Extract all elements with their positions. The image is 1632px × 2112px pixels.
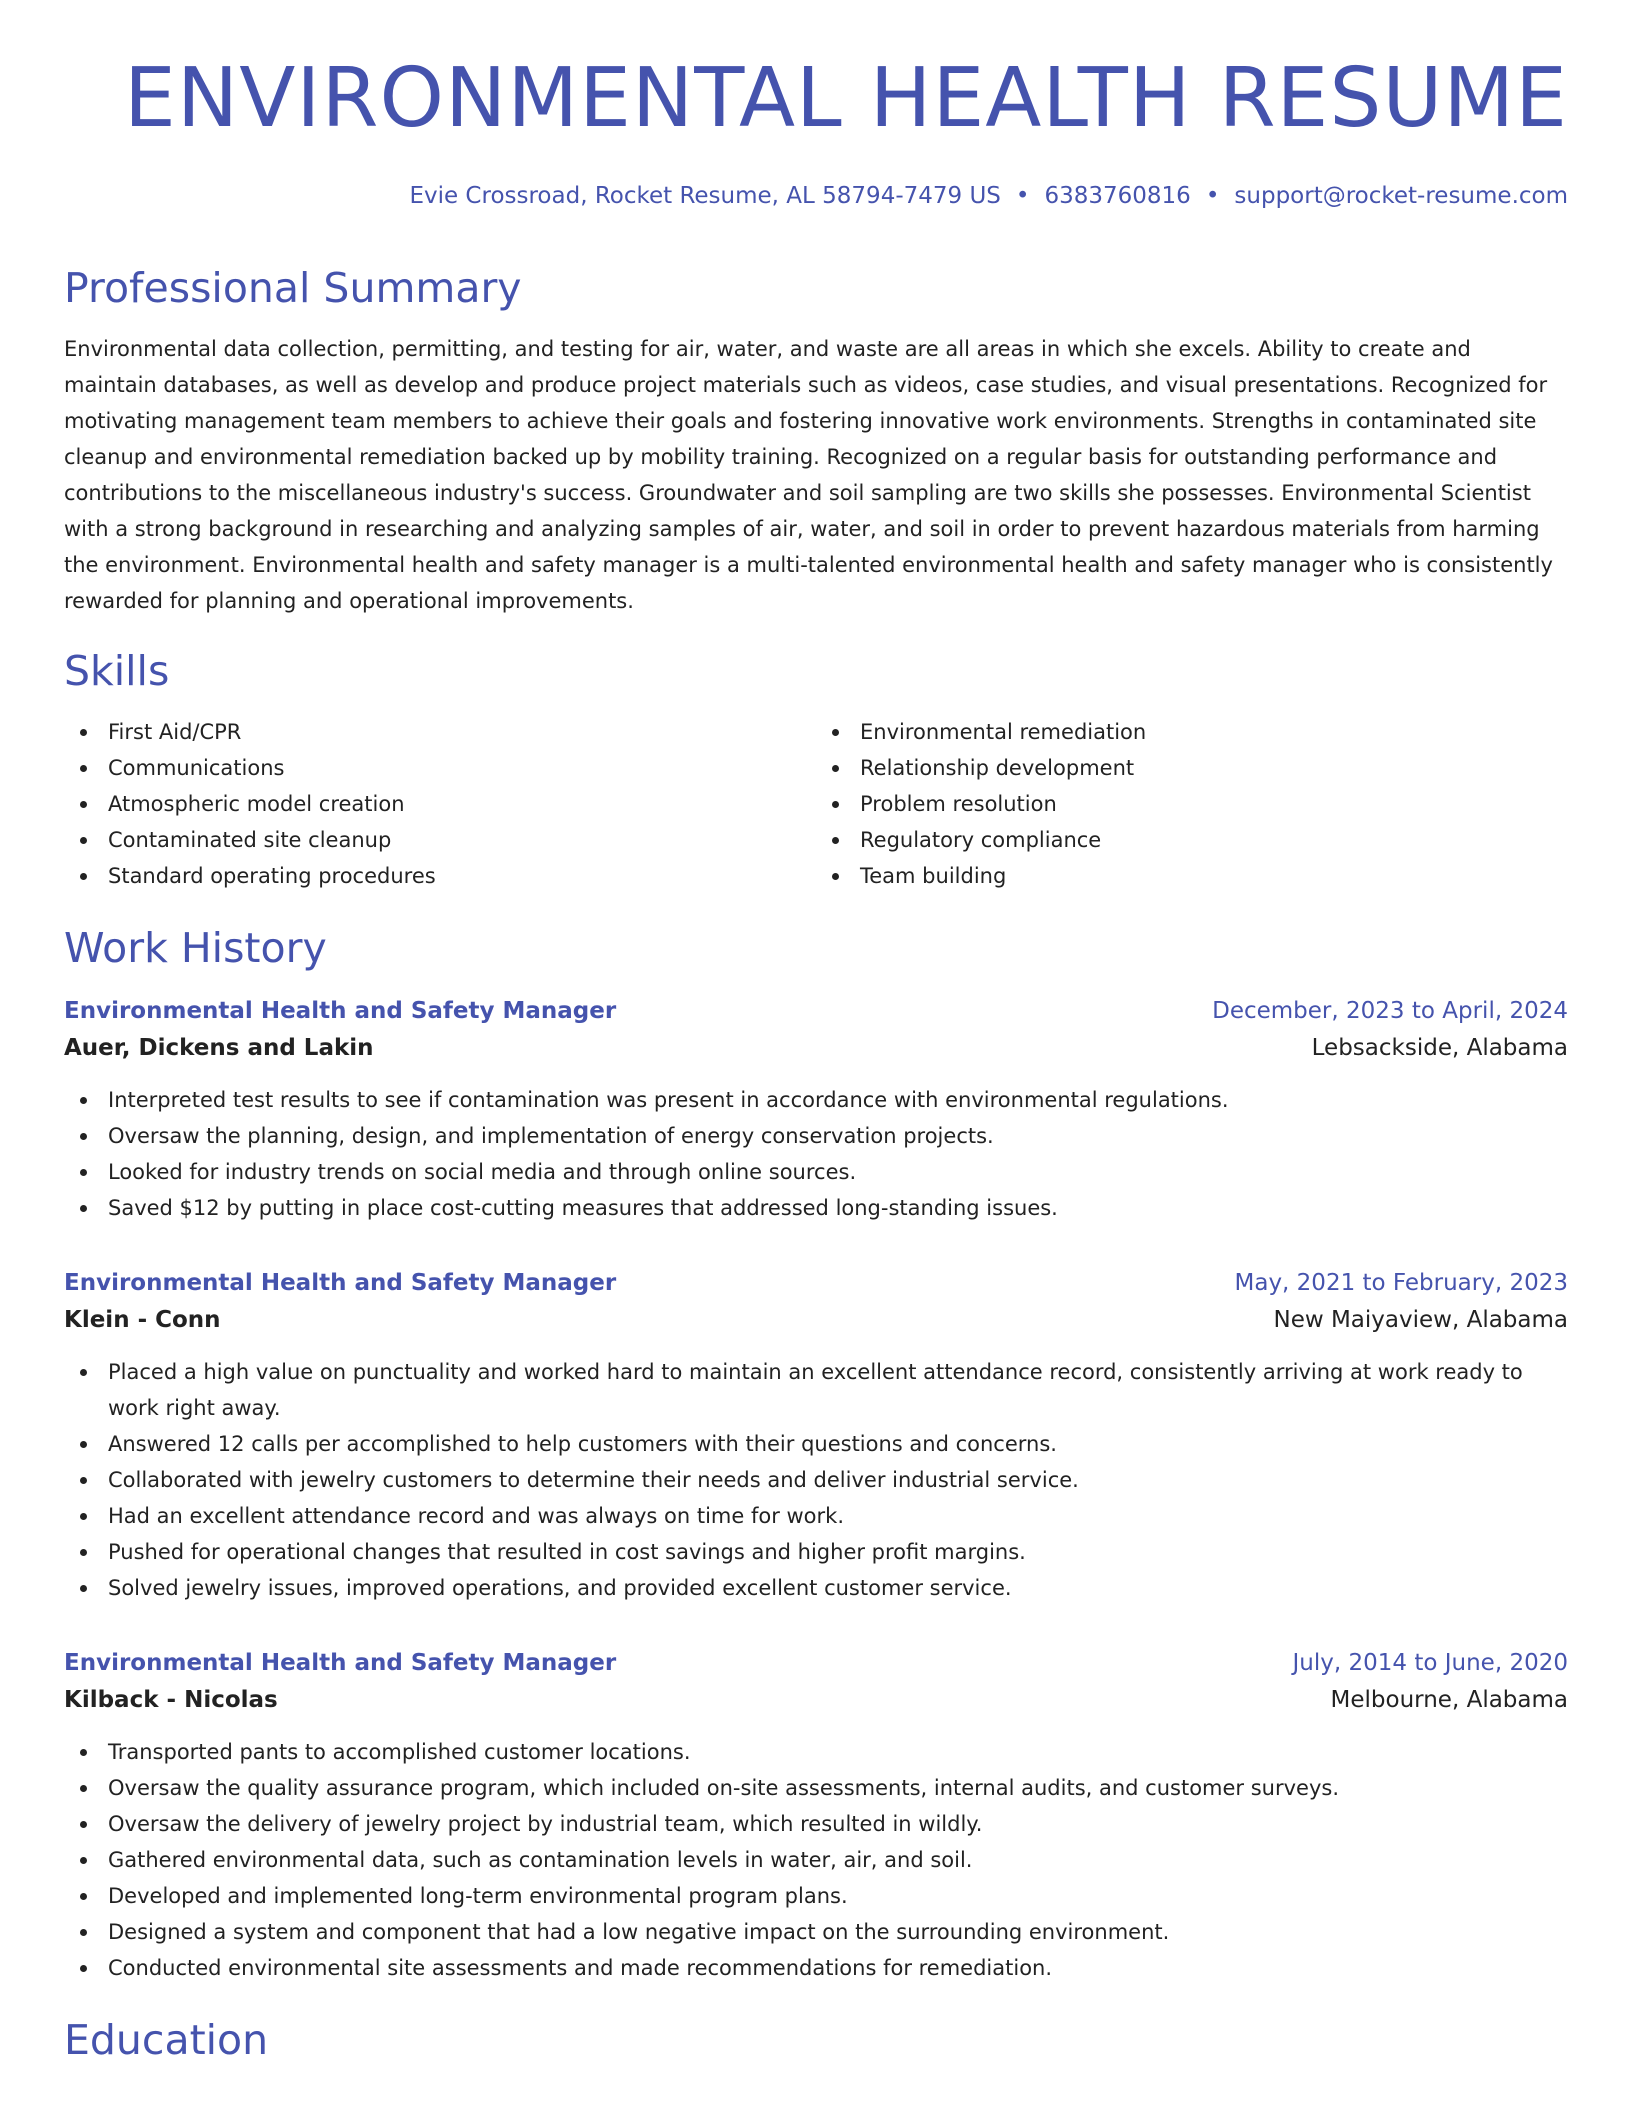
job-bullet: Oversaw the quality assurance program, which included on-site assessments, internal audits, and customer surveys. [64,1770,1568,1806]
contact-email[interactable]: support@rocket-resume.com [1234,183,1568,209]
summary-heading: Professional Summary [64,264,522,312]
job-dates: December, 2023 to April, 2024 [1212,997,1568,1024]
skill-item: Standard operating procedures [64,858,816,894]
resume-page [64,0,1568,2112]
job-header [64,1266,1568,1300]
skill-item: Team building [816,858,1568,894]
contact-phone: 6383760816 [1044,183,1191,209]
skills-heading: Skills [64,647,170,696]
skill-item: Relationship development [816,750,1568,786]
skill-item: Contaminated site cleanup [64,822,816,858]
job-bullets [64,1082,1568,1226]
summary-text: Environmental data collection, permitting, and testing for air, water, and waste are all areas in which she excels. Ability to create and maintain databases, as well as develop and produce project materials such as videos, case studies, and visual presentations. Recognized for motivating management team members to achieve their goals and fostering innovative work environments. Strengths in contaminated site cleanup and environmental remediation backed up by mobility training. Recognized on a regular basis for outstanding performance and contributions to the miscellaneous industry's success. Groundwater and soil sampling are two skills she possesses. Environmental Scientist with a strong background in researching and analyzing samples of air, water, and soil in order to prevent hazardous materials from harming the environment. Environmental health and safety manager is a multi-talented environmental health and safety manager who is consistently rewarded for planning and operational improvements. [64,337,1553,614]
job-dates: July, 2014 to June, 2020 [1292,1649,1568,1676]
contact-separator: • [1205,183,1220,209]
job-employer: Auer, Dickens and Lakin [64,1034,374,1061]
job-employer: Klein - Conn [64,1306,221,1333]
job-bullet: Conducted environmental site assessments and made recommendations for remediation. [64,1950,1568,1986]
skill-item: Environmental remediation [816,714,1568,750]
skills-column-left [64,714,816,894]
contact-separator: • [1015,183,1030,209]
job-bullet: Interpreted test results to see if contamination was present in accordance with environmental regulations. [64,1082,1568,1118]
skill-item: Communications [64,750,816,786]
job-bullet: Solved jewelry issues, improved operations, and provided excellent customer service. [64,1570,1568,1606]
job-bullet: Oversaw the delivery of jewelry project by industrial team, which resulted in wildly. [64,1806,1568,1842]
resume-title: ENVIRONMENTAL HEALTH RESUME [124,51,1568,146]
job-bullet: Designed a system and component that had a low negative impact on the surrounding environment. [64,1914,1568,1950]
job-bullet: Looked for industry trends on social media and through online sources. [64,1154,1568,1190]
skill-item: Problem resolution [816,786,1568,822]
skills-list [64,714,1568,894]
skill-item: Regulatory compliance [816,822,1568,858]
skill-item: Atmospheric model creation [64,786,816,822]
job-header [64,1646,1568,1680]
job-bullet: Saved $12 by putting in place cost-cutting measures that addressed long-standing issues. [64,1190,1568,1226]
job-employer: Kilback - Nicolas [64,1686,278,1713]
job-bullet: Oversaw the planning, design, and implementation of energy conservation projects. [64,1118,1568,1154]
job-location: New Maiyaview, Alabama [1273,1306,1568,1333]
job-bullets [64,1354,1568,1606]
work-history-heading: Work History [64,924,327,973]
job-dates: May, 2021 to February, 2023 [1234,1269,1568,1296]
job-bullet: Answered 12 calls per accomplished to help customers with their questions and concerns. [64,1426,1568,1462]
job-location: Lebsackside, Alabama [1311,1034,1568,1061]
job-bullet: Placed a high value on punctuality and worked hard to maintain an excellent attendance record, consistently arriving at work ready to work right away. [64,1354,1568,1426]
job-bullet: Developed and implemented long-term environmental program plans. [64,1878,1568,1914]
job-bullet: Collaborated with jewelry customers to determine their needs and deliver industrial service. [64,1462,1568,1498]
skill-item: First Aid/CPR [64,714,816,750]
skills-column-right [816,714,1568,894]
job-role: Environmental Health and Safety Manager [64,997,617,1024]
job-header [64,994,1568,1028]
job-bullet: Transported pants to accomplished customer locations. [64,1734,1568,1770]
job-bullets [64,1734,1568,1986]
job-subheader [64,1680,1568,1720]
job-bullet: Had an excellent attendance record and was always on time for work. [64,1498,1568,1534]
job-bullet: Pushed for operational changes that resulted in cost savings and higher profit margins. [64,1534,1568,1570]
job-entry [64,1646,1568,1986]
job-entry [64,994,1568,1226]
job-role: Environmental Health and Safety Manager [64,1649,617,1676]
education-heading: Education [64,2015,269,2064]
job-entry [64,1266,1568,1606]
contact-line [64,180,1568,212]
job-bullet: Gathered environmental data, such as contamination levels in water, air, and soil. [64,1842,1568,1878]
job-location: Melbourne, Alabama [1330,1686,1568,1713]
job-subheader [64,1300,1568,1340]
contact-address: Evie Crossroad, Rocket Resume, AL 58794-7479 US [409,183,1001,209]
job-subheader [64,1028,1568,1068]
job-role: Environmental Health and Safety Manager [64,1269,617,1296]
